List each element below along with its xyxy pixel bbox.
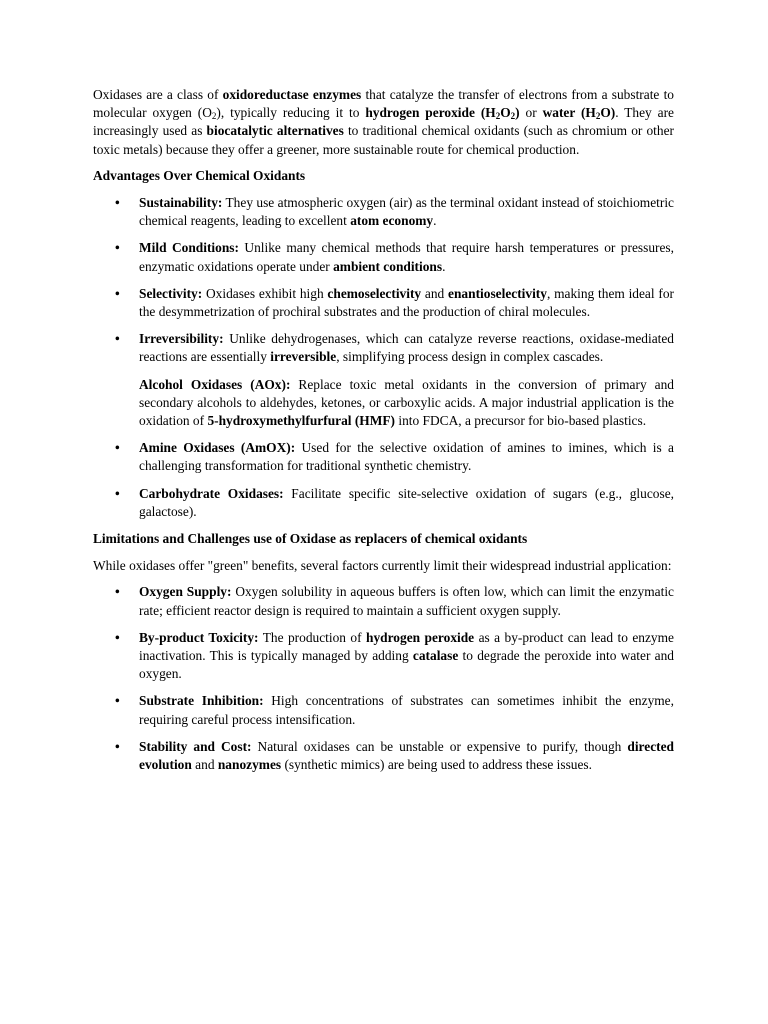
limitations-list (93, 583, 674, 774)
bullet-icon: • (115, 285, 120, 301)
bold-formula: $(H_2O_2)$ (474, 105, 520, 122)
list-item: • Amine Oxidases (AmOX): Used for the selective oxidation of amines to imines, which is a challenging transformation for traditional synthetic chemistry. (115, 440, 674, 474)
bold-formula: water $(H_2O)$ (542, 105, 616, 122)
bullet-icon: • (115, 440, 120, 456)
oxidase-types-list (93, 439, 674, 521)
list-item: • Mild Conditions: Unlike many chemical methods that require harsh temperatures or pressures, enzymatic oxidations operate under ambient conditions. (115, 240, 674, 274)
bullet-icon: • (115, 629, 120, 645)
advantages-list (93, 194, 674, 367)
text-run: Oxidases are a class of (93, 87, 223, 102)
list-item: • Irreversibility: Unlike dehydrogenases, which can catalyze reverse reactions, oxidase-mediated reactions are essentially irreversible, simplifying process design in complex cascades. (115, 331, 674, 365)
text-run: . They are increasingly used as (93, 105, 675, 139)
bullet-icon: • (115, 195, 120, 211)
bullet-icon: • (115, 584, 120, 600)
text-run: ), typically reducing it to (216, 105, 366, 121)
bullet-icon: • (115, 240, 120, 256)
list-item: • Carbohydrate Oxidases: Facilitate specific site-selective oxidation of sugars (e.g., glucose, galactose). (115, 485, 674, 519)
list-item: • Sustainability: They use atmospheric oxygen (air) as the terminal oxidant instead of stoichiometric chemical reagents, leading to excellent atom economy. (115, 195, 674, 229)
text-run: or (519, 105, 543, 121)
list-item: • Stability and Cost: Natural oxidases can be unstable or expensive to purify, though directed evolution and nanozymes (synthetic mimics) are being used to address these issues. (115, 738, 674, 773)
text-run: that catalyze the transfer of electrons from a substrate to molecular oxygen (O (93, 87, 675, 121)
bold-term: hydrogen peroxide (365, 105, 475, 121)
bold-term: oxidoreductase enzymes (222, 87, 362, 102)
list-item: • Selectivity: Oxidases exhibit high chemoselectivity and enantioselectivity, making them ideal for the desymmetrization of prochiral substrates and the production of chiral molecules. (115, 285, 674, 320)
list-item: • By-product Toxicity: The production of hydrogen peroxide as a by-product can lead to enzyme inactivation. This is typically managed by adding catalase to degrade the peroxide into water and oxygen. (115, 629, 674, 682)
section-heading-advantages: Advantages Over Chemical Oxidants (93, 167, 306, 183)
subscript: 2 (211, 111, 217, 122)
text-run: to traditional chemical oxidants (such as chromium or other toxic metals) because they offer a greener, more sustainable route for chemical production. (93, 123, 675, 157)
bold-term: biocatalytic alternatives (206, 123, 344, 139)
bullet-icon: • (115, 331, 120, 347)
section-heading-limitations: Limitations and Challenges use of Oxidase as replacers of chemical oxidants (93, 531, 528, 547)
list-item: • Oxygen Supply: Oxygen solubility in aqueous buffers is often low, which can limit the enzymatic rate; efficient reactor design is required to maintain a sufficient oxygen supply. (115, 584, 674, 618)
intro-paragraph (93, 86, 674, 159)
bullet-icon: • (115, 485, 120, 501)
bullet-icon: • (115, 693, 120, 709)
list-item: • Substrate Inhibition: High concentrations of substrates can sometimes inhibit the enzyme, requiring careful process intensification. (115, 693, 674, 727)
limitations-lead-paragraph: While oxidases offer "green" benefits, several factors currently limit their widespread industrial application: (93, 558, 672, 574)
bullet-icon: • (115, 738, 120, 754)
alcohol-oxidases-paragraph: Alcohol Oxidases (AOx): Replace toxic metal oxidants in the conversion of primary and secondary alcohols to aldehydes, ketones, or carboxylic acids. A major industrial application is the oxidation of 5-hydroxymethylfurfural (HMF) into FDCA, a precursor for bio-based plastics. (139, 376, 674, 429)
